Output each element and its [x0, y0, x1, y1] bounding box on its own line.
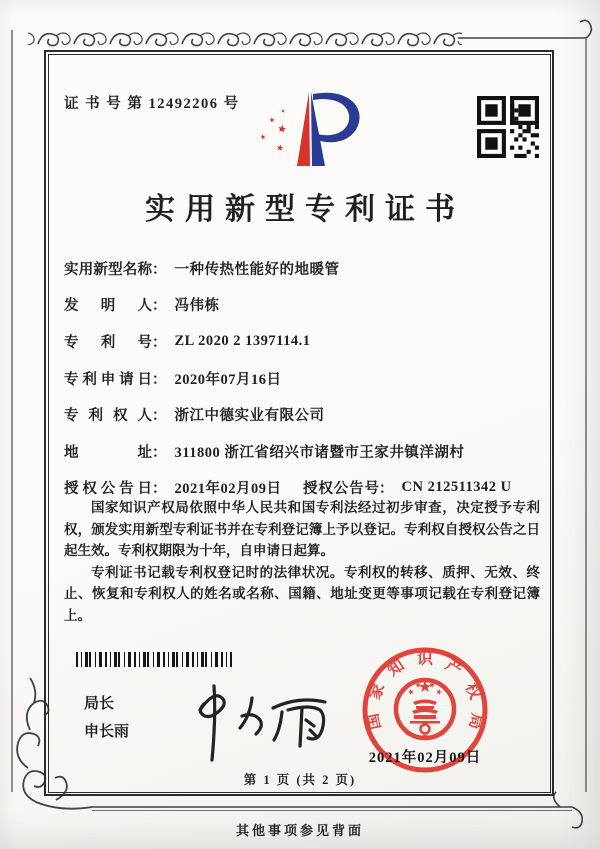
- field-value: 一种传热性能好的地暖管: [174, 261, 340, 278]
- certificate-title: 实用新型专利证书: [145, 193, 465, 226]
- field-value: 2021年02月09日: [174, 481, 282, 498]
- seal-org-text: 国家知识产权局: [364, 651, 486, 731]
- field-value: CN 212511342 U: [401, 479, 512, 496]
- field-row-patent-no: [64, 323, 544, 360]
- field-value: ZL 2020 2 1397114.1: [174, 332, 311, 349]
- field-label: 专利申请日: [64, 371, 152, 388]
- field-value: 冯伟栋: [174, 298, 220, 315]
- field-label: 地址: [64, 444, 152, 461]
- field-row-address: [64, 433, 544, 470]
- corner-flourish-top-right: [580, 20, 591, 38]
- colon: ：: [152, 334, 167, 351]
- svg-text:国家知识产权局: [363, 650, 487, 731]
- colon: ：: [152, 444, 167, 461]
- field-row-name: [64, 250, 544, 287]
- cnipa-logo-icon: [253, 88, 375, 172]
- colon: ：: [152, 408, 167, 425]
- grant-number-group: [303, 477, 512, 498]
- field-row-patentee: [64, 396, 544, 433]
- director-name: 申长雨: [84, 723, 130, 740]
- field-label: 授权公告号: [303, 481, 379, 498]
- director-title: 局长: [84, 695, 115, 712]
- back-side-note: 其他事项参见背面: [235, 823, 364, 838]
- field-value: 浙江中德实业有限公司: [174, 408, 325, 425]
- legal-text: [64, 497, 540, 626]
- colon: ：: [152, 261, 167, 278]
- colon: ：: [152, 298, 167, 315]
- national-emblem-icon: [396, 680, 454, 738]
- field-row-inventor: [64, 287, 544, 324]
- qr-code: [477, 96, 539, 158]
- field-label: 专利号: [64, 334, 152, 351]
- legal-paragraph-2: 专利证书记载专利权登记时的法律状况。专利权的转移、质押、无效、终止、恢复和专利权人的姓名或名称、国籍、地址变更等事项记载在专利登记簿上。: [64, 564, 540, 623]
- field-value: 311800 浙江省绍兴市诸暨市王家井镇洋湖村: [174, 444, 465, 461]
- barcode: [76, 652, 232, 667]
- field-label: 发明人: [64, 298, 152, 315]
- field-label: 专利权人: [64, 408, 152, 425]
- colon: ：: [379, 481, 394, 498]
- field-value: 2020年07月16日: [174, 371, 282, 388]
- colon: ：: [152, 481, 167, 498]
- handwritten-signature: [170, 668, 345, 768]
- certificate-number: 证 书 号 第 12492206 号: [64, 96, 240, 112]
- colon: ：: [152, 371, 167, 388]
- field-row-filing-date: [64, 360, 544, 397]
- legal-paragraph-1: 国家知识产权局依照中华人民共和国专利法经过初步审查，决定授予专利权，颁发实用新型专利证书并在专利登记簿上予以登记。专利权自授权公告之日起生效。专利权期限为十年，自申请日起算。: [64, 500, 540, 558]
- field-list: [64, 250, 544, 506]
- field-label: 实用新型名称: [64, 261, 152, 278]
- seal-date: 2021年02月09日: [368, 750, 482, 766]
- director-block: [84, 690, 129, 746]
- field-label: 授权公告日: [64, 481, 152, 498]
- page-number: 第 1 页 (共 2 页): [243, 773, 357, 787]
